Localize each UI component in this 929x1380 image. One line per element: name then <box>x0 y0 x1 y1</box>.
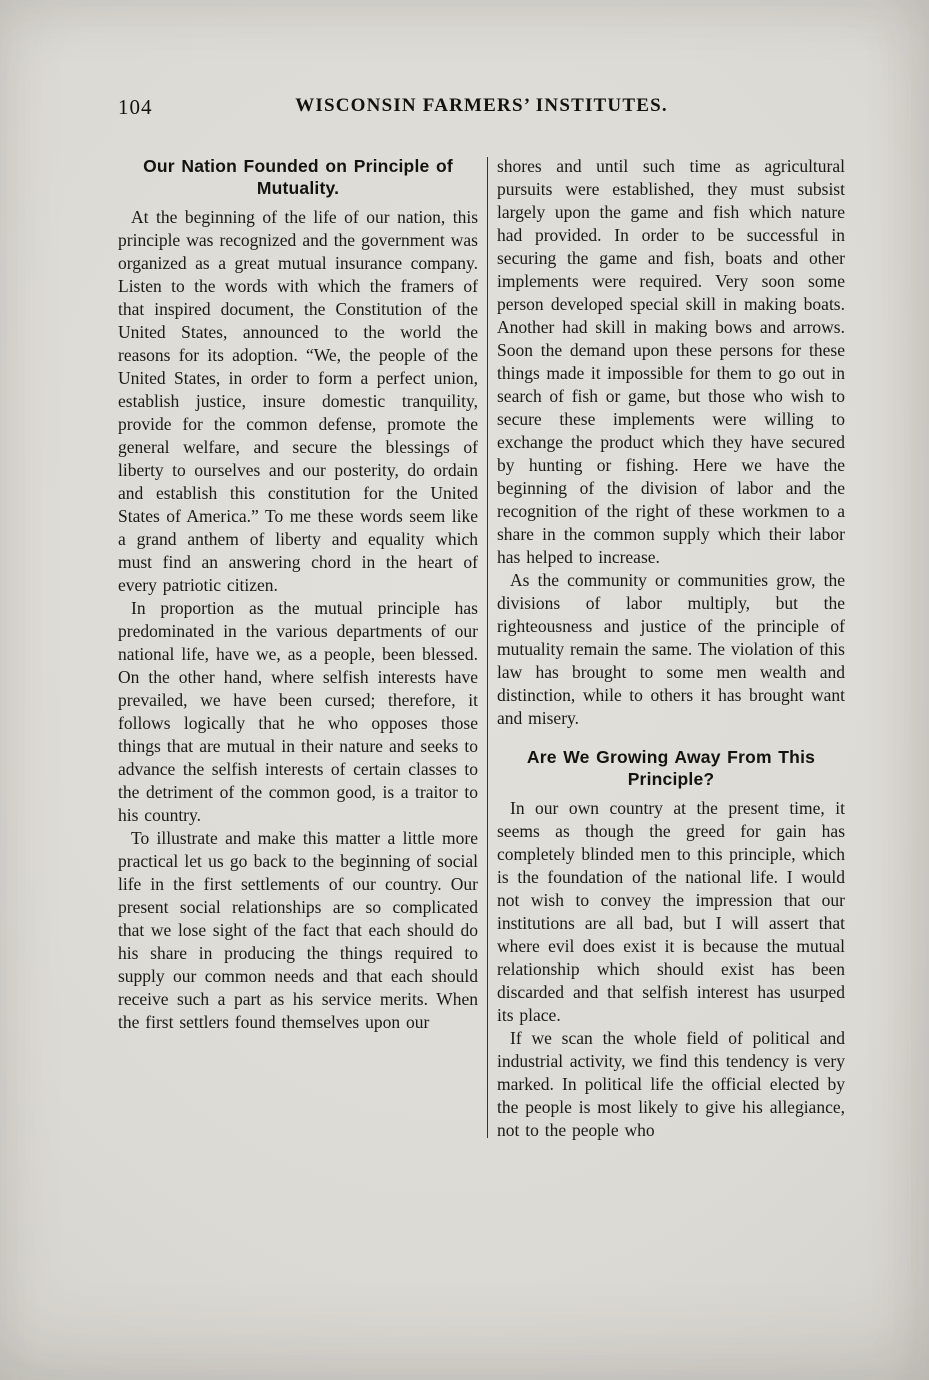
paragraph: In proportion as the mutual principle has predominated in the various departments of our national life, have we, as a people, been blessed. On the other hand, where selfish interests have prevailed, we have been cursed; therefore, it follows logically that he who opposes those things that are mutual in their nature and seeks to advance the selfish interests of certain classes to the detriment of the common good, is a traitor to his country. <box>118 598 478 825</box>
section-heading-growing-away: Are We Growing Away From This Principle? <box>526 747 816 789</box>
running-header <box>118 95 845 121</box>
paragraph: To illustrate and make this matter a little more practical let us go back to the beginning of social life in the first settlements of our country. Our present social relationships are so complicated that we lose sight of the fact that each should do his share in producing the things required to supply our common needs and that each should receive such a part as his service merits. When the first settlers found themselves upon our <box>118 828 478 1032</box>
paragraph: At the beginning of the life of our nation, this principle was recognized and the government was organized as a great mutual insurance company. Listen to the words with which the framers of that inspired document, the Constitution of the United States, announced to the world the reasons for its adoption. “We, the people of the United States, in order to form a perfect union, establish justice, insure domestic tranquility, provide for the common defense, promote the general welfare, and secure the blessings of liberty to ourselves and our posterity, do ordain and establish this constitution for the United States of America.” To me these words seem like a grand anthem of liberty and equality which must find an answering chord in the heart of every patriotic citizen. <box>118 207 478 595</box>
running-title: WISCONSIN FARMERS’ INSTITUTES. <box>295 95 668 116</box>
section-heading-mutuality: Our Nation Founded on Principle of Mutuality. <box>143 156 453 198</box>
paragraph: In our own country at the present time, it seems as though the greed for gain has completely blinded men to this principle, which is the foundation of the national life. I would not wish to convey the impression that our institutions are all bad, but I will assert that where evil does exist it is because the mutual relationship which should exist has been discarded and that selfish interest has usurped its place. <box>497 798 845 1025</box>
paragraph: As the community or communities grow, the divisions of labor multiply, but the righteousness and justice of the principle of mutuality remain the same. The violation of this law has brought to some men wealth and distinction, while to others it has brought want and misery. <box>497 570 845 728</box>
paragraph: If we scan the whole field of political and industrial activity, we find this tendency is very marked. In political life the official elected by the people is most likely to give his allegiance, not to the people who <box>497 1028 845 1140</box>
left-column <box>118 155 478 1142</box>
right-column <box>497 155 845 1142</box>
page-number: 104 <box>118 95 153 119</box>
column-divider-rule <box>487 157 488 1138</box>
paragraph-continuation: shores and until such time as agricultural pursuits were established, they must subsist largely upon the game and fish which nature had provided. In order to be successful in securing the game and fish, boats and other implements were required. Very soon some person developed special skill in making boats. Another had skill in making bows and arrows. Soon the demand upon these persons for these things made it impossible for them to go out in search of fish or game, but those who wish to secure these implements were willing to exchange the product which they have secured by hunting or fishing. Here we have the beginning of the division of labor and the recognition of the right of these workmen to a share in the common supply which their labor has helped to increase. <box>497 156 845 567</box>
two-column-text-block <box>118 155 845 1142</box>
